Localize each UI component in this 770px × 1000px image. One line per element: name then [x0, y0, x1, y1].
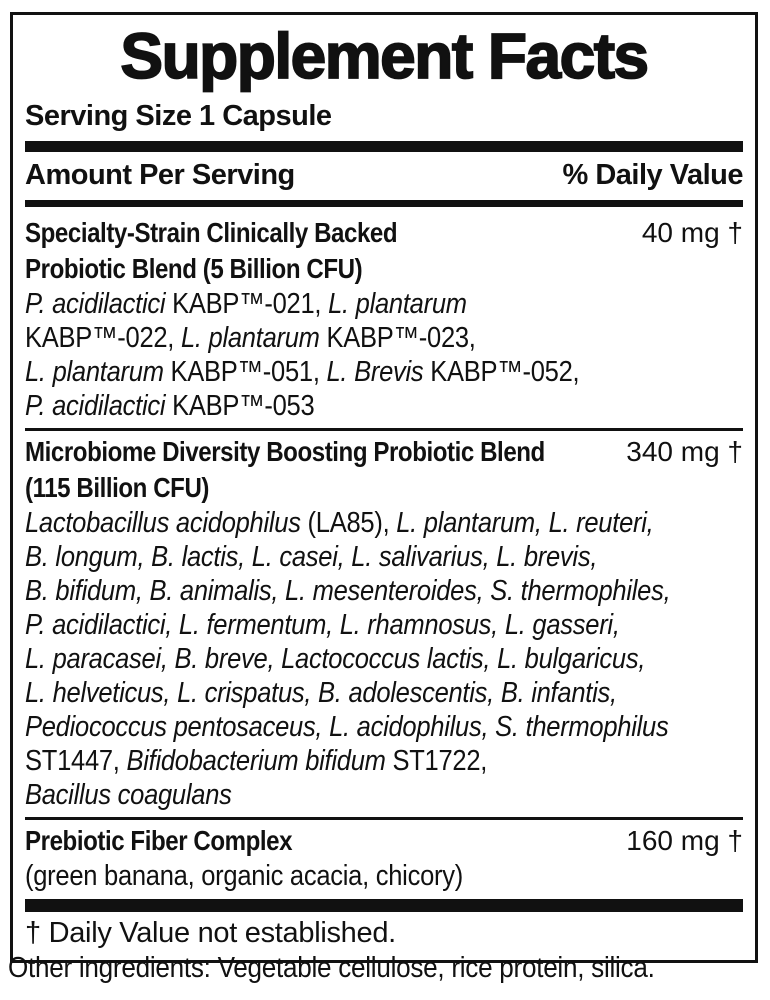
strain-text: P. acidilactici	[25, 288, 166, 320]
strain-text: KABP™-023,	[319, 322, 476, 354]
section-heading-row	[25, 823, 743, 859]
section-description-line	[25, 744, 657, 778]
other-ingredients: Other ingredients: Vegetable cellulose, rice protein, silica.	[8, 952, 655, 984]
strain-text: P. acidilactici	[25, 390, 166, 422]
section-description-line	[25, 540, 657, 574]
ingredient-section	[25, 428, 743, 812]
panel-title: Supplement Facts	[120, 20, 648, 92]
section-heading-row	[25, 215, 743, 251]
strain-text: L. helveticus, L. crispatus, B. adolescentis, B. infantis,	[25, 677, 617, 709]
strain-text: L. plantarum, L. reuteri,	[396, 507, 654, 539]
divider-thick	[25, 141, 743, 152]
strain-text: Lactobacillus acidophilus	[25, 507, 301, 539]
strain-text: (LA85),	[300, 507, 397, 539]
daily-value-header: % Daily Value	[562, 159, 743, 191]
section-name: Microbiome Diversity Boosting Probiotic Blend	[25, 436, 545, 467]
section-description-line	[25, 676, 657, 710]
strain-text: L. plantarum	[25, 356, 164, 388]
strain-text: KABP™-052,	[423, 356, 580, 388]
strain-text: KABP™-051,	[163, 356, 327, 388]
strain-text: B. bifidum, B. animalis, L. mesenteroides, S. thermophiles,	[25, 575, 671, 607]
divider-heavy	[25, 899, 743, 912]
section-amount: 340 mg †	[626, 436, 743, 467]
section-name: (115 Billion CFU)	[25, 472, 210, 503]
section-name: Prebiotic Fiber Complex	[25, 825, 293, 856]
supplement-facts-panel	[10, 12, 758, 963]
strain-text: L. plantarum	[328, 288, 467, 320]
section-description-line	[25, 574, 671, 608]
section-name: Probiotic Blend (5 Billion CFU)	[25, 253, 363, 284]
section-description-line	[25, 355, 657, 389]
serving-size: Serving Size 1 Capsule	[25, 100, 332, 132]
section-description-line	[25, 710, 669, 744]
section-description-line	[25, 642, 657, 676]
strain-text: KABP™-053	[165, 390, 315, 422]
section-description-line	[25, 389, 657, 423]
section-name: Specialty-Strain Clinically Backed	[25, 217, 398, 248]
amount-per-serving-header: Amount Per Serving	[25, 159, 295, 191]
strain-text: Pediococcus pentosaceus, L. acidophilus, S. thermophilus	[25, 711, 669, 743]
strain-text: L. plantarum	[180, 322, 320, 354]
section-description-line	[25, 608, 657, 642]
section-description-line	[25, 778, 657, 812]
strain-text: P. acidilactici, L. fermentum, L. rhamnosus, L. gasseri,	[25, 609, 620, 641]
section-heading-row	[25, 434, 743, 470]
section-amount: 160 mg †	[626, 825, 743, 856]
strain-text: L. paracasei, B. breve, Lactococcus lactis, L. bulgaricus,	[25, 643, 646, 675]
strain-text: KABP™-022,	[25, 322, 181, 354]
section-description-line	[25, 859, 657, 893]
strain-text: ST1722,	[385, 745, 488, 777]
strain-text: ST1447,	[25, 745, 127, 777]
daily-value-footnote: † Daily Value not established.	[25, 917, 396, 949]
section-description-line	[25, 506, 657, 540]
strain-text: L. Brevis	[326, 356, 424, 388]
section-amount: 40 mg †	[641, 217, 743, 248]
section-description-line	[25, 287, 657, 321]
strain-text: B. longum, B. lactis, L. casei, L. salivarius, L. brevis,	[25, 541, 598, 573]
strain-text: Bacillus coagulans	[25, 779, 232, 811]
ingredient-section	[25, 215, 743, 423]
column-headers	[25, 158, 743, 192]
section-description-line	[25, 321, 657, 355]
strain-text: KABP™-021,	[165, 288, 329, 320]
divider-medium	[25, 200, 743, 207]
strain-text: Bifidobacterium bifidum	[126, 745, 386, 777]
strain-text: (green banana, organic acacia, chicory)	[25, 860, 463, 892]
ingredient-sections	[25, 215, 743, 893]
ingredient-section	[25, 817, 743, 893]
